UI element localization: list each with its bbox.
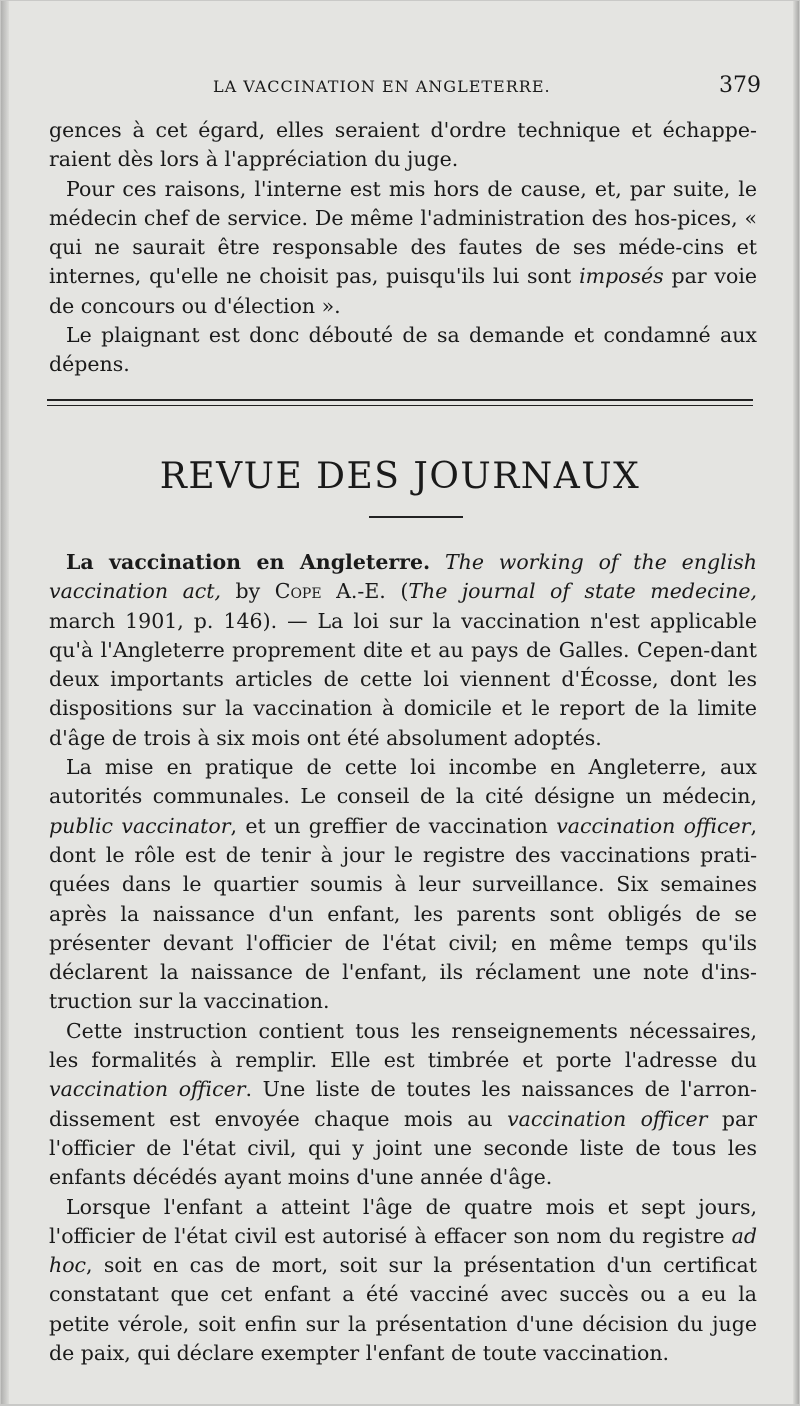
journal-review (49, 548, 757, 1368)
title-underline-rule (369, 516, 463, 518)
author-name: Cope A.-E. (274, 579, 386, 604)
running-title: LA VACCINATION EN ANGLETERRE. (213, 77, 551, 96)
page-edge-shadow-left (1, 1, 9, 1404)
paragraph: Lorsque l'enfant a atteint l'âge de quatre mois et sept jours, l'officier de l'état civil est autorisé à effacer son nom du registre ad hoc, soit en cas de mort, soit sur la présentation d'un certificat constatant que cet enfant a été vacciné avec succès ou a eu la petite vérole, soit enfin sur la présentation d'une décision du juge de paix, qui déclare exempter l'enfant de toute vaccination. (49, 1194, 757, 1366)
page-header (49, 73, 761, 103)
intro-text (49, 116, 757, 380)
emphasis: imposés (579, 264, 664, 289)
paragraph: Le plaignant est donc débouté de sa demande et condamné aux dépens. (49, 323, 757, 377)
emphasis: vaccination officer (507, 1106, 708, 1131)
paragraph: La vaccination en Angleterre. The working of the english vaccination act, by Cope A.-E. (The journal of state medecine, march 1901, p. 146). — La loi sur la vaccination n'est applicable qu'à l'Angleterre proprement dite et au pays de Galles. Cepen-dant deux importants articles de cette loi viennent d'Écosse, dont les dispositions sur la vaccination à domicile et le report de la limite d'âge de trois à six mois ont été absolument adoptés. (49, 550, 757, 750)
emphasis: public vaccinator (49, 813, 231, 838)
book-page (1, 1, 799, 1404)
paragraph: La mise en pratique de cette loi incombe en Angleterre, aux autorités communales. Le conseil de la cité désigne un médecin, public vaccinator, et un greffier de vaccination vaccination officer, dont le rôle est de tenir à jour le registre des vaccinations prati-quées dans le quartier soumis à leur surveillance. Six semaines après la naissance d'un enfant, les parents sont obligés de se présenter devant l'officier de l'état civil; en même temps qu'ils déclarent la naissance de l'enfant, ils réclament une note d'ins-truction sur la vaccination. (49, 755, 757, 1014)
section-rule-thick (47, 399, 753, 401)
emphasis: vaccination officer (49, 1077, 246, 1102)
paragraph: Pour ces raisons, l'interne est mis hors de cause, et, par suite, le médecin chef de service. De même l'administration des hos-pices, « qui ne saurait être responsable des fautes de ses méde-cins et internes, qu'elle ne choisit pas, puisqu'ils lui sont imposés par voie de concours ou d'élection ». (49, 176, 758, 318)
emphasis: vaccination officer (556, 813, 751, 838)
paragraph: gences à cet égard, elles seraient d'ordre technique et échappe-raient dès lors à l'appréciation du juge. (49, 118, 757, 172)
section-title: REVUE DES JOURNAUX (159, 456, 641, 497)
article-title: La vaccination en Angleterre. (66, 550, 431, 574)
page-edge-shadow-right (793, 1, 799, 1404)
journal-name: The journal of state medecine, (408, 579, 757, 604)
emphasis: ad hoc (49, 1223, 757, 1278)
paragraph: Cette instruction contient tous les renseignements nécessaires, les formalités à remplir. Elle est timbrée et porte l'adresse du vaccination officer. Une liste de toutes les naissances de l'arron-dissement est envoyée chaque mois au vaccination officer par l'officier de l'état civil, qui y joint une seconde liste de tous les enfants décédés ayant moins d'une année d'âge. (49, 1018, 757, 1190)
source-title: The working of the english vaccination act, (49, 550, 757, 604)
section-rule-thin (47, 405, 753, 406)
page-number: 379 (719, 73, 761, 98)
